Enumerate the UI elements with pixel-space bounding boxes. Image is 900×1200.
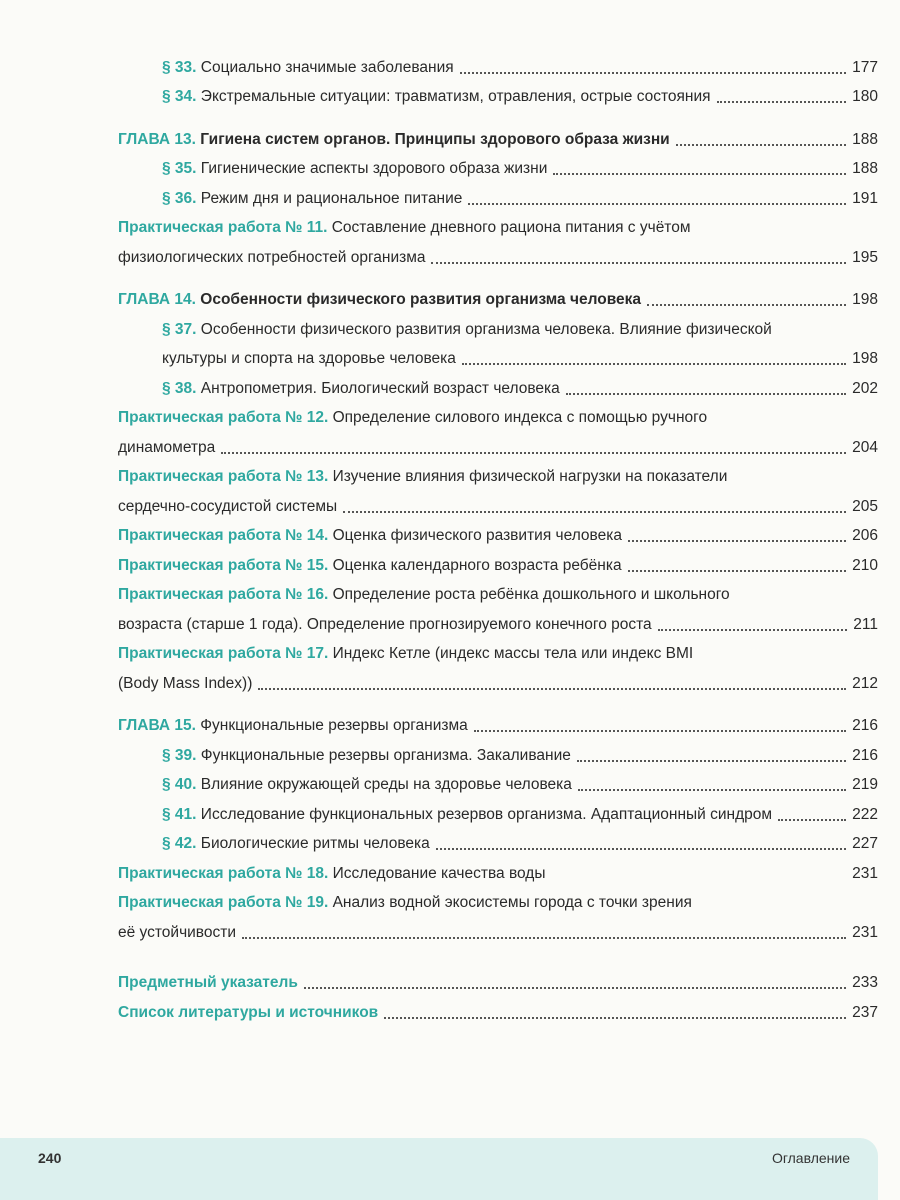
toc-entry-section-42[interactable] xyxy=(118,825,878,855)
dot-leader xyxy=(258,688,846,690)
dot-leader xyxy=(717,101,847,103)
toc-entry-section-34[interactable] xyxy=(118,78,878,108)
dot-leader xyxy=(778,819,846,821)
entry-title: Антропометрия. Биологический возраст человека xyxy=(200,379,560,397)
section-number: § 42. xyxy=(162,835,197,852)
page-number: 206 xyxy=(852,527,878,544)
table-of-contents xyxy=(118,48,878,1023)
entry-title: Социально значимые заболевания xyxy=(200,58,454,76)
entry-title: Исследование качества воды xyxy=(332,864,546,882)
practical-label: Практическая работа № 17. xyxy=(118,645,329,662)
dot-leader xyxy=(628,540,846,542)
dot-leader xyxy=(384,1017,846,1019)
entry-title: Гигиена систем органов. Принципы здорового образа жизни xyxy=(200,130,670,148)
practical-label: Практическая работа № 19. xyxy=(118,894,329,911)
entry-title-continued: её устойчивости xyxy=(118,923,236,941)
section-number: § 33. xyxy=(162,58,197,76)
section-number: § 35. xyxy=(162,160,197,177)
page-number: 237 xyxy=(852,1003,878,1021)
chapter-label: ГЛАВА 14. xyxy=(118,291,196,308)
dot-leader xyxy=(658,629,848,631)
toc-entry-practical-13[interactable] xyxy=(118,458,878,517)
toc-entry-practical-18[interactable] xyxy=(118,854,878,884)
entry-title: Влияние окружающей среды на здоровье человека xyxy=(200,776,572,793)
dot-leader xyxy=(431,262,846,264)
toc-entry-section-35[interactable] xyxy=(118,150,878,180)
section-number: § 36. xyxy=(162,189,197,207)
dot-leader xyxy=(343,511,846,513)
entry-title-continued: динамометра xyxy=(118,438,216,456)
toc-entry-chapter-15[interactable] xyxy=(118,707,878,737)
entry-title: Оценка физического развития человека xyxy=(332,527,622,544)
page-number: 205 xyxy=(852,497,878,515)
page-number: 198 xyxy=(852,350,878,367)
practical-label: Практическая работа № 11. xyxy=(118,219,328,236)
dot-leader xyxy=(474,730,846,732)
entry-title: Гигиенические аспекты здорового образа жизни xyxy=(200,160,548,177)
section-number: § 41. xyxy=(162,805,197,823)
toc-entry-chapter-14[interactable] xyxy=(118,281,878,311)
section-number: § 39. xyxy=(162,746,197,764)
page-number: 188 xyxy=(852,130,878,148)
index-label: Предметный указатель xyxy=(118,974,298,991)
dot-leader xyxy=(242,937,846,939)
entry-title-continued: сердечно-сосудистой системы xyxy=(118,497,338,515)
practical-label: Практическая работа № 16. xyxy=(118,586,329,603)
toc-entry-practical-12[interactable] xyxy=(118,399,878,458)
chapter-label: ГЛАВА 15. xyxy=(118,717,196,734)
entry-title: Экстремальные ситуации: травматизм, отравления, острые состояния xyxy=(200,88,711,105)
dot-leader xyxy=(553,173,846,175)
page-number: 231 xyxy=(852,923,878,941)
page-number: 222 xyxy=(852,805,878,823)
page-number: 191 xyxy=(852,189,878,207)
footer-band xyxy=(0,1138,878,1200)
page-number: 212 xyxy=(852,674,878,692)
entry-title: Функциональные резервы организма xyxy=(200,717,468,734)
toc-entry-section-33[interactable] xyxy=(118,48,878,78)
toc-entry-section-39[interactable] xyxy=(118,736,878,766)
page-number: 202 xyxy=(852,379,878,397)
dot-leader xyxy=(647,304,846,306)
practical-label: Практическая работа № 18. xyxy=(118,864,329,882)
dot-leader xyxy=(552,878,847,880)
entry-title: Оценка календарного возраста ребёнка xyxy=(332,556,622,574)
dot-leader xyxy=(304,987,846,989)
page-number: 188 xyxy=(852,160,878,177)
dot-leader xyxy=(468,203,846,205)
toc-entry-chapter-13[interactable] xyxy=(118,120,878,150)
page-number: 227 xyxy=(852,835,878,852)
chapter-label: ГЛАВА 13. xyxy=(118,130,196,148)
toc-entry-practical-15[interactable] xyxy=(118,546,878,576)
dot-leader xyxy=(628,570,847,572)
entry-title: Изучение влияния физической нагрузки на показатели xyxy=(332,468,728,485)
toc-entry-practical-17[interactable] xyxy=(118,635,878,694)
entry-title-continued: физиологических потребностей организма xyxy=(118,248,426,266)
entry-title: Определение роста ребёнка дошкольного и школьного xyxy=(332,586,730,603)
page-number: 211 xyxy=(853,615,878,633)
page-number: 219 xyxy=(852,776,878,793)
dot-leader xyxy=(676,144,846,146)
bibliography-label: Список литературы и источников xyxy=(118,1003,379,1021)
toc-entry-section-41[interactable] xyxy=(118,795,878,825)
dot-leader xyxy=(462,363,846,365)
entry-title-continued: культуры и спорта на здоровье человека xyxy=(162,350,456,367)
toc-entry-section-38[interactable] xyxy=(118,369,878,399)
section-number: § 38. xyxy=(162,379,197,397)
practical-label: Практическая работа № 14. xyxy=(118,527,329,544)
toc-entry-practical-14[interactable] xyxy=(118,517,878,547)
practical-label: Практическая работа № 13. xyxy=(118,468,329,485)
toc-entry-practical-11[interactable] xyxy=(118,209,878,268)
page-number: 216 xyxy=(852,746,878,764)
page-number: 233 xyxy=(852,974,878,991)
page-number: 204 xyxy=(852,438,878,456)
entry-title: Анализ водной экосистемы города с точки зрения xyxy=(332,894,692,911)
practical-label: Практическая работа № 15. xyxy=(118,556,329,574)
dot-leader xyxy=(221,452,846,454)
page-number: 210 xyxy=(852,556,878,574)
footer-page-number: 240 xyxy=(38,1150,62,1166)
entry-title: Составление дневного рациона питания с учётом xyxy=(331,219,691,236)
toc-entry-practical-16[interactable] xyxy=(118,576,878,635)
entry-title: Определение силового индекса с помощью ручного xyxy=(332,409,708,426)
page-number: 231 xyxy=(852,864,878,882)
entry-title: Биологические ритмы человека xyxy=(200,835,430,852)
footer-section-title: Оглавление xyxy=(771,1150,850,1166)
dot-leader xyxy=(577,760,846,762)
toc-entry-section-40[interactable] xyxy=(118,766,878,796)
toc-entry-subject-index[interactable] xyxy=(118,964,878,994)
entry-title-continued: (Body Mass Index)) xyxy=(118,674,253,692)
entry-title: Режим дня и рациональное питание xyxy=(200,189,463,207)
dot-leader xyxy=(436,848,846,850)
entry-title: Особенности физического развития организма человека. Влияние физической xyxy=(200,320,772,338)
section-number: § 34. xyxy=(162,88,197,105)
page-number: 177 xyxy=(852,58,878,76)
dot-leader xyxy=(460,72,847,74)
toc-entry-section-37[interactable] xyxy=(118,310,878,369)
practical-label: Практическая работа № 12. xyxy=(118,409,329,426)
section-number: § 40. xyxy=(162,776,197,793)
dot-leader xyxy=(578,789,846,791)
page-number: 198 xyxy=(852,291,878,308)
entry-title: Индекс Кетле (индекс массы тела или индекс BMI xyxy=(332,645,694,662)
page-number: 195 xyxy=(852,248,878,266)
section-number: § 37. xyxy=(162,320,197,338)
entry-title-continued: возраста (старше 1 года). Определение прогнозируемого конечного роста xyxy=(118,615,652,633)
dot-leader xyxy=(566,393,846,395)
toc-entry-bibliography[interactable] xyxy=(118,993,878,1023)
entry-title: Функциональные резервы организма. Закаливание xyxy=(200,746,571,764)
page-number: 216 xyxy=(852,717,878,734)
toc-entry-section-36[interactable] xyxy=(118,179,878,209)
toc-entry-practical-19[interactable] xyxy=(118,884,878,943)
entry-title: Исследование функциональных резервов организма. Адаптационный синдром xyxy=(200,805,773,823)
page-number: 180 xyxy=(852,88,878,105)
entry-title: Особенности физического развития организма человека xyxy=(200,291,642,308)
